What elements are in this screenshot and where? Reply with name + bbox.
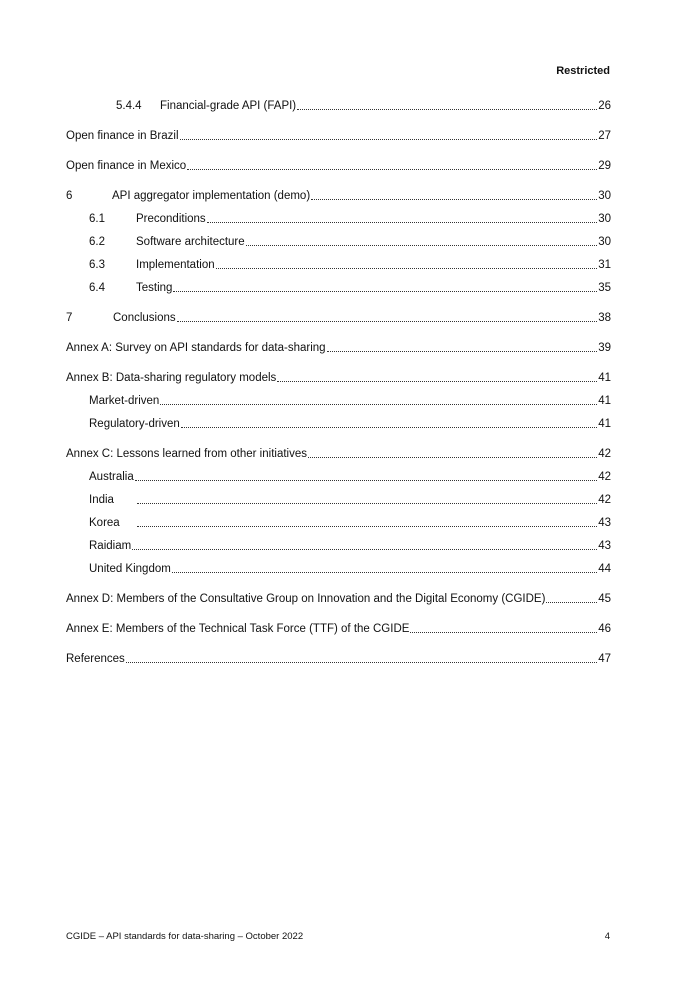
toc-leader [311, 199, 597, 200]
toc-entry-page: 27 [598, 130, 611, 142]
toc-leader [187, 169, 597, 170]
toc-entry-page: 44 [598, 563, 611, 575]
toc-entry-page: 30 [598, 190, 611, 202]
toc-leader [173, 291, 597, 292]
footer-text: CGIDE – API standards for data-sharing – October 2022 [66, 931, 304, 942]
toc-leader [410, 632, 597, 633]
toc-entry-title: References [66, 653, 125, 665]
toc-entry-number: 5.4.4 [116, 100, 142, 112]
toc-entry[interactable] [66, 367, 611, 390]
toc-entry[interactable] [66, 390, 611, 413]
toc-entry[interactable] [66, 535, 611, 558]
toc-entry[interactable] [66, 254, 611, 277]
toc-entry-page: 47 [598, 653, 611, 665]
toc-entry[interactable] [66, 208, 611, 231]
toc-entry-page: 42 [598, 471, 611, 483]
toc-entry-title: Raidiam [89, 540, 132, 552]
toc-entry-page: 45 [598, 593, 611, 605]
page-number: 4 [604, 931, 610, 942]
toc-entry-title: Financial-grade API (FAPI) [160, 100, 297, 112]
toc-entry-number: 6 [66, 190, 73, 202]
toc-entry[interactable] [66, 277, 611, 300]
toc-entry-title: Annex B: Data-sharing regulatory models [66, 372, 277, 384]
toc-entry[interactable] [66, 185, 611, 208]
toc-leader [132, 549, 597, 550]
toc-entry-page: 31 [598, 259, 611, 271]
toc-entry[interactable] [66, 231, 611, 254]
toc-leader [137, 526, 597, 527]
toc-entry-page: 46 [598, 623, 611, 635]
toc-leader [207, 222, 598, 223]
toc-entry-title: API aggregator implementation (demo) [112, 190, 311, 202]
toc-entry-number: 6.3 [89, 259, 105, 271]
toc-entry-title: Australia [89, 471, 134, 483]
toc-entry-title: Korea [89, 517, 120, 529]
toc-leader [308, 457, 597, 458]
toc-leader [246, 245, 598, 246]
toc-entry[interactable] [66, 125, 611, 148]
toc-entry-title: Open finance in Brazil [66, 130, 179, 142]
toc-leader [216, 268, 598, 269]
toc-entry-title: Annex A: Survey on API standards for data-sharing [66, 342, 326, 354]
toc-entry[interactable] [66, 95, 611, 118]
toc-entry-title: Annex C: Lessons learned from other initiatives [66, 448, 307, 460]
page-footer [66, 931, 610, 942]
toc-leader [137, 503, 597, 504]
toc-leader [327, 351, 598, 352]
toc-entry[interactable] [66, 489, 611, 512]
toc-entry-page: 41 [598, 418, 611, 430]
toc-entry-page: 42 [598, 494, 611, 506]
toc-entry-number: 6.1 [89, 213, 105, 225]
toc-entry-page: 41 [598, 395, 611, 407]
toc-leader [172, 572, 597, 573]
toc-entry-number: 7 [66, 312, 73, 324]
toc-entry-page: 30 [598, 213, 611, 225]
toc-entry-title: Annex D: Members of the Consultative Group on Innovation and the Digital Economy (CGIDE) [66, 593, 546, 605]
toc-leader [160, 404, 597, 405]
toc-entry-page: 39 [598, 342, 611, 354]
toc-entry-page: 30 [598, 236, 611, 248]
toc-entry[interactable] [66, 512, 611, 535]
toc-entry-title: Annex E: Members of the Technical Task Force (TTF) of the CGIDE [66, 623, 410, 635]
toc-entry-title: India [89, 494, 114, 506]
toc-leader [135, 480, 597, 481]
toc-entry-page: 35 [598, 282, 611, 294]
table-of-contents [66, 95, 611, 671]
toc-entry-page: 26 [598, 100, 611, 112]
toc-entry[interactable] [66, 466, 611, 489]
toc-entry-page: 43 [598, 517, 611, 529]
toc-entry-title: Preconditions [136, 213, 206, 225]
classification-label: Restricted [556, 65, 610, 77]
toc-entry-page: 42 [598, 448, 611, 460]
toc-entry-page: 43 [598, 540, 611, 552]
toc-leader [277, 381, 597, 382]
toc-entry-page: 38 [598, 312, 611, 324]
toc-entry[interactable] [66, 307, 611, 330]
toc-entry[interactable] [66, 443, 611, 466]
toc-entry[interactable] [66, 337, 611, 360]
toc-leader [180, 139, 598, 140]
toc-entry[interactable] [66, 588, 611, 611]
toc-entry-title: Software architecture [136, 236, 245, 248]
toc-entry[interactable] [66, 618, 611, 641]
toc-entry[interactable] [66, 155, 611, 178]
toc-entry-title: United Kingdom [89, 563, 171, 575]
toc-entry[interactable] [66, 648, 611, 671]
toc-entry-page: 29 [598, 160, 611, 172]
toc-entry-number: 6.4 [89, 282, 105, 294]
toc-entry-number: 6.2 [89, 236, 105, 248]
toc-leader [546, 602, 597, 603]
toc-entry[interactable] [66, 413, 611, 436]
toc-leader [181, 427, 597, 428]
toc-entry-title: Open finance in Mexico [66, 160, 187, 172]
toc-entry-title: Testing [136, 282, 173, 294]
toc-leader [297, 109, 597, 110]
toc-leader [126, 662, 597, 663]
toc-entry-title: Implementation [136, 259, 215, 271]
toc-entry[interactable] [66, 558, 611, 581]
toc-entry-page: 41 [598, 372, 611, 384]
toc-entry-title: Regulatory-driven [89, 418, 180, 430]
toc-entry-title: Market-driven [89, 395, 160, 407]
toc-leader [177, 321, 598, 322]
toc-entry-title: Conclusions [113, 312, 176, 324]
